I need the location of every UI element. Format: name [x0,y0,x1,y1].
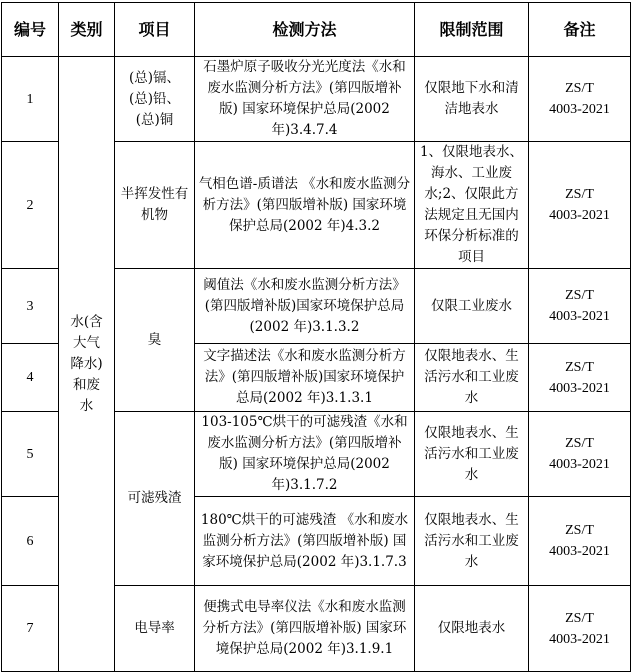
item-cell: 臭 [115,269,195,412]
note-number: 4003-2021 [549,380,610,396]
note-code: ZS/T [565,81,594,96]
header-number: 编号 [2,3,59,57]
note-cell [529,412,631,497]
row-number: 2 [2,142,59,269]
standards-table [1,2,631,672]
method-cell: 便携式电导率仪法《水和废水监测分析方法》(第四版增补版) 国家环境保护总局(2002 年)3.1.9.1 [195,586,415,672]
item-cell: 电导率 [115,586,195,672]
note-code: ZS/T [565,523,594,538]
row-number: 5 [2,412,59,497]
note-cell [529,57,631,142]
method-cell: 文字描述法《水和废水监测分析方法》(第四版增补版)国家环境保护总局(2002 年)3.1.3.1 [195,344,415,412]
header-category: 类别 [59,3,115,57]
header-item: 项目 [115,3,195,57]
method-cell: 180℃烘干的可滤残渣 《水和废水监测分析方法》(第四版增补版) 国家环境保护总局(2002 年)3.1.7.3 [195,497,415,586]
note-cell [529,497,631,586]
header-note: 备注 [529,3,631,57]
table-row [2,57,631,142]
note-number: 4003-2021 [549,208,610,223]
note-code: ZS/T [565,359,594,375]
category-cell: 水(含大气降水)和废水 [59,57,115,672]
note-number: 4003-2021 [549,631,610,647]
note-code: ZS/T [565,436,594,451]
note-cell [529,142,631,269]
item-cell: (总)镉、(总)铅、(总)铜 [115,57,195,142]
row-number: 4 [2,344,59,412]
note-number: 4003-2021 [549,544,610,559]
note-number: 4003-2021 [549,309,610,324]
note-cell [529,344,631,412]
row-number: 6 [2,497,59,586]
note-number: 4003-2021 [549,457,610,472]
range-cell: 仅限地表水 [415,586,529,672]
note-number: 4003-2021 [549,102,610,117]
row-number: 3 [2,269,59,344]
range-cell: 仅限工业废水 [415,269,529,344]
range-cell: 1、仅限地表水、海水、工业废水;2、仅限此方法规定且无国内环保分析标准的项目 [415,142,529,269]
note-code: ZS/T [565,288,594,303]
note-code: ZS/T [565,187,594,202]
method-cell: 阈值法《水和废水监测分析方法》(第四版增补版)国家环境保护总局(2002 年)3.1.3.2 [195,269,415,344]
method-cell: 气相色谱-质谱法 《水和废水监测分析方法》(第四版增补版) 国家环境保护总局(2002 年)4.3.2 [195,142,415,269]
row-number: 7 [2,586,59,672]
header-row [2,3,631,57]
row-number: 1 [2,57,59,142]
range-cell: 仅限地表水、生活污水和工业废水 [415,344,529,412]
item-cell: 半挥发性有机物 [115,142,195,269]
header-method: 检测方法 [195,3,415,57]
range-cell: 仅限地下水和清洁地表水 [415,57,529,142]
method-cell: 103-105℃烘干的可滤残渣《水和废水监测分析方法》(第四版增补版) 国家环境保护总局(2002 年)3.1.7.2 [195,412,415,497]
range-cell: 仅限地表水、生活污水和工业废水 [415,497,529,586]
method-cell: 石墨炉原子吸收分光光度法《水和废水监测分析方法》(第四版增补版) 国家环境保护总局(2002 年)3.4.7.4 [195,57,415,142]
note-code: ZS/T [565,610,594,626]
item-cell: 可滤残渣 [115,412,195,586]
range-cell: 仅限地表水、生活污水和工业废水 [415,412,529,497]
note-cell [529,586,631,672]
note-cell [529,269,631,344]
header-range: 限制范围 [415,3,529,57]
